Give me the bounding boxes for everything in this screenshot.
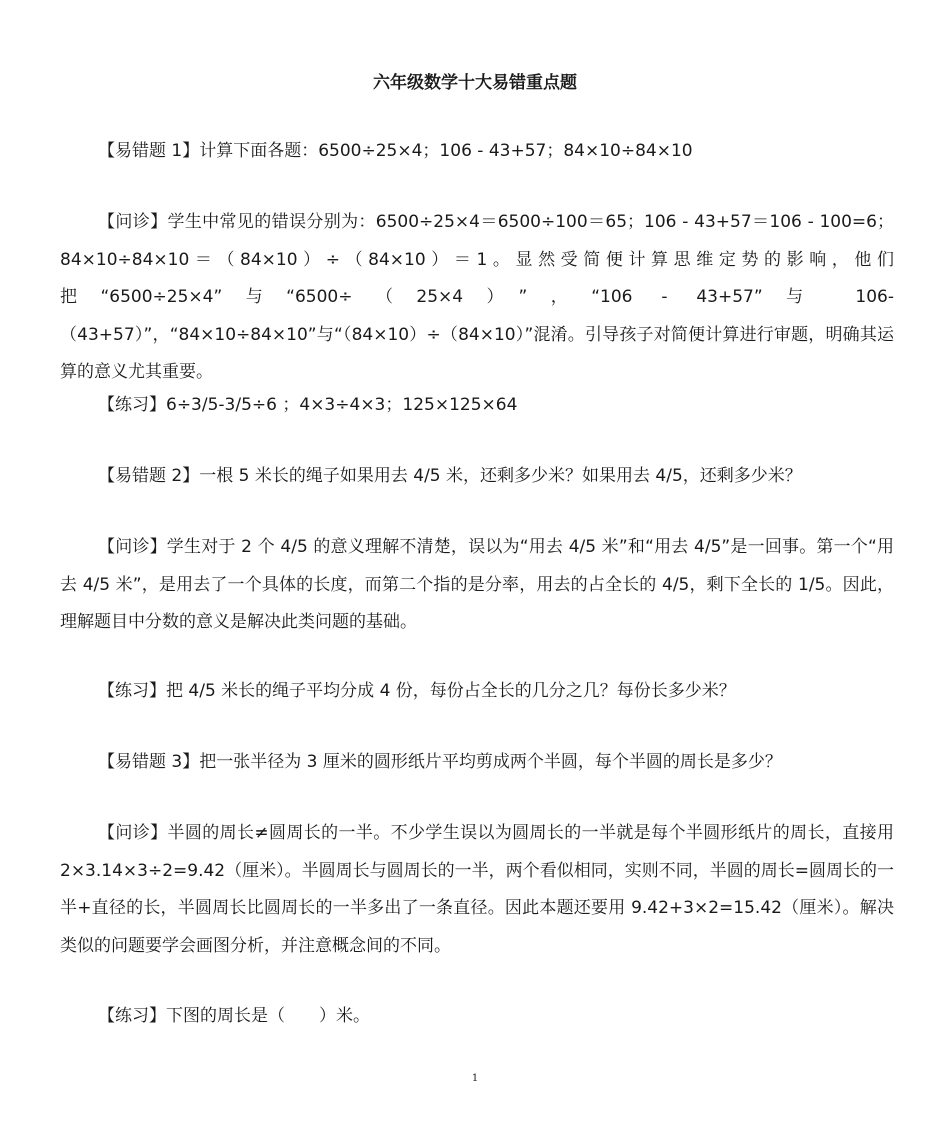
section-diagnosis-2 — [60, 529, 894, 642]
section-text: 学生对于 2 个 4/5 的意义理解不清楚，误以为“用去 4/5 米”和“用去 4/5”是一回事。第一个“用去 4/5 米”，是用去了一个具体的长度，而第二个指的是分率，用去的占全长的 4/5，剩下全长的 1/5。因此，理解题目中分数的意义是解决此类问题的基础。 — [60, 537, 895, 632]
section-tag: 【易错题 1】 — [98, 141, 200, 161]
page-number: 1 — [471, 1073, 479, 1084]
document-title: 六年级数学十大易错重点题 — [373, 73, 577, 93]
section-error-2 — [60, 458, 894, 496]
section-diagnosis-3 — [60, 815, 894, 965]
section-tag: 【易错题 2】 — [98, 466, 200, 486]
section-tag: 【易错题 3】 — [98, 752, 200, 772]
section-tag: 【问诊】 — [98, 537, 167, 557]
section-error-1 — [60, 133, 894, 171]
section-diagnosis-1 — [60, 204, 894, 392]
section-text: 学生中常见的错误分别为：6500÷25×4＝6500÷100＝65；106 - 43+57＝106 - 100=6；84×10÷84×10＝（84×10）÷（84×10）＝1。显然受简便计算思维定势的影响，他们把“6500÷25×4”与“6500÷（25×4）”，“106 - 43+57”与 106-（43+57）”，“84×10÷84×10”与“（84×10）÷（84×10）”混淆。引导孩子对简便计算进行审题，明确其运算的意义尤其重要。 — [60, 212, 894, 382]
section-practice-1 — [60, 387, 894, 425]
section-text: 下图的周长是（ ）米。 — [166, 1006, 370, 1026]
section-tag: 【问诊】 — [98, 823, 168, 843]
section-tag: 【练习】 — [98, 681, 166, 701]
section-text: 6÷3/5-3/5÷6 ；4×3÷4×3；125×125×64 — [166, 395, 518, 415]
section-text: 把一张半径为 3 厘米的圆形纸片平均剪成两个半圆，每个半圆的周长是多少？ — [199, 752, 782, 772]
section-text: 把 4/5 米长的绳子平均分成 4 份，每份占全长的几分之几？每份长多少米？ — [166, 681, 736, 701]
section-text: 计算下面各题：6500÷25×4；106 - 43+57；84×10÷84×10 — [199, 141, 693, 161]
section-tag: 【练习】 — [98, 395, 166, 415]
section-tag: 【练习】 — [98, 1006, 166, 1026]
section-error-3 — [60, 744, 894, 782]
section-practice-3 — [60, 998, 894, 1036]
section-practice-2 — [60, 673, 894, 711]
section-tag: 【问诊】 — [98, 212, 168, 232]
section-text: 一根 5 米长的绳子如果用去 4/5 米，还剩多少米？如果用去 4/5，还剩多少米？ — [199, 466, 802, 486]
section-text: 半圆的周长≠圆周长的一半。不少学生误以为圆周长的一半就是每个半圆形纸片的周长，直接用 2×3.14×3÷2=9.42（厘米）。半圆周长与圆周长的一半，两个看似相同，实则不同，半圆的周长=圆周长的一半+直径的长，半圆周长比圆周长的一半多出了一条直径。因此本题还要用 9.42+3×2=15.42（厘米）。解决类似的问题要学会画图分析，并注意概念间的不同。 — [60, 823, 895, 956]
